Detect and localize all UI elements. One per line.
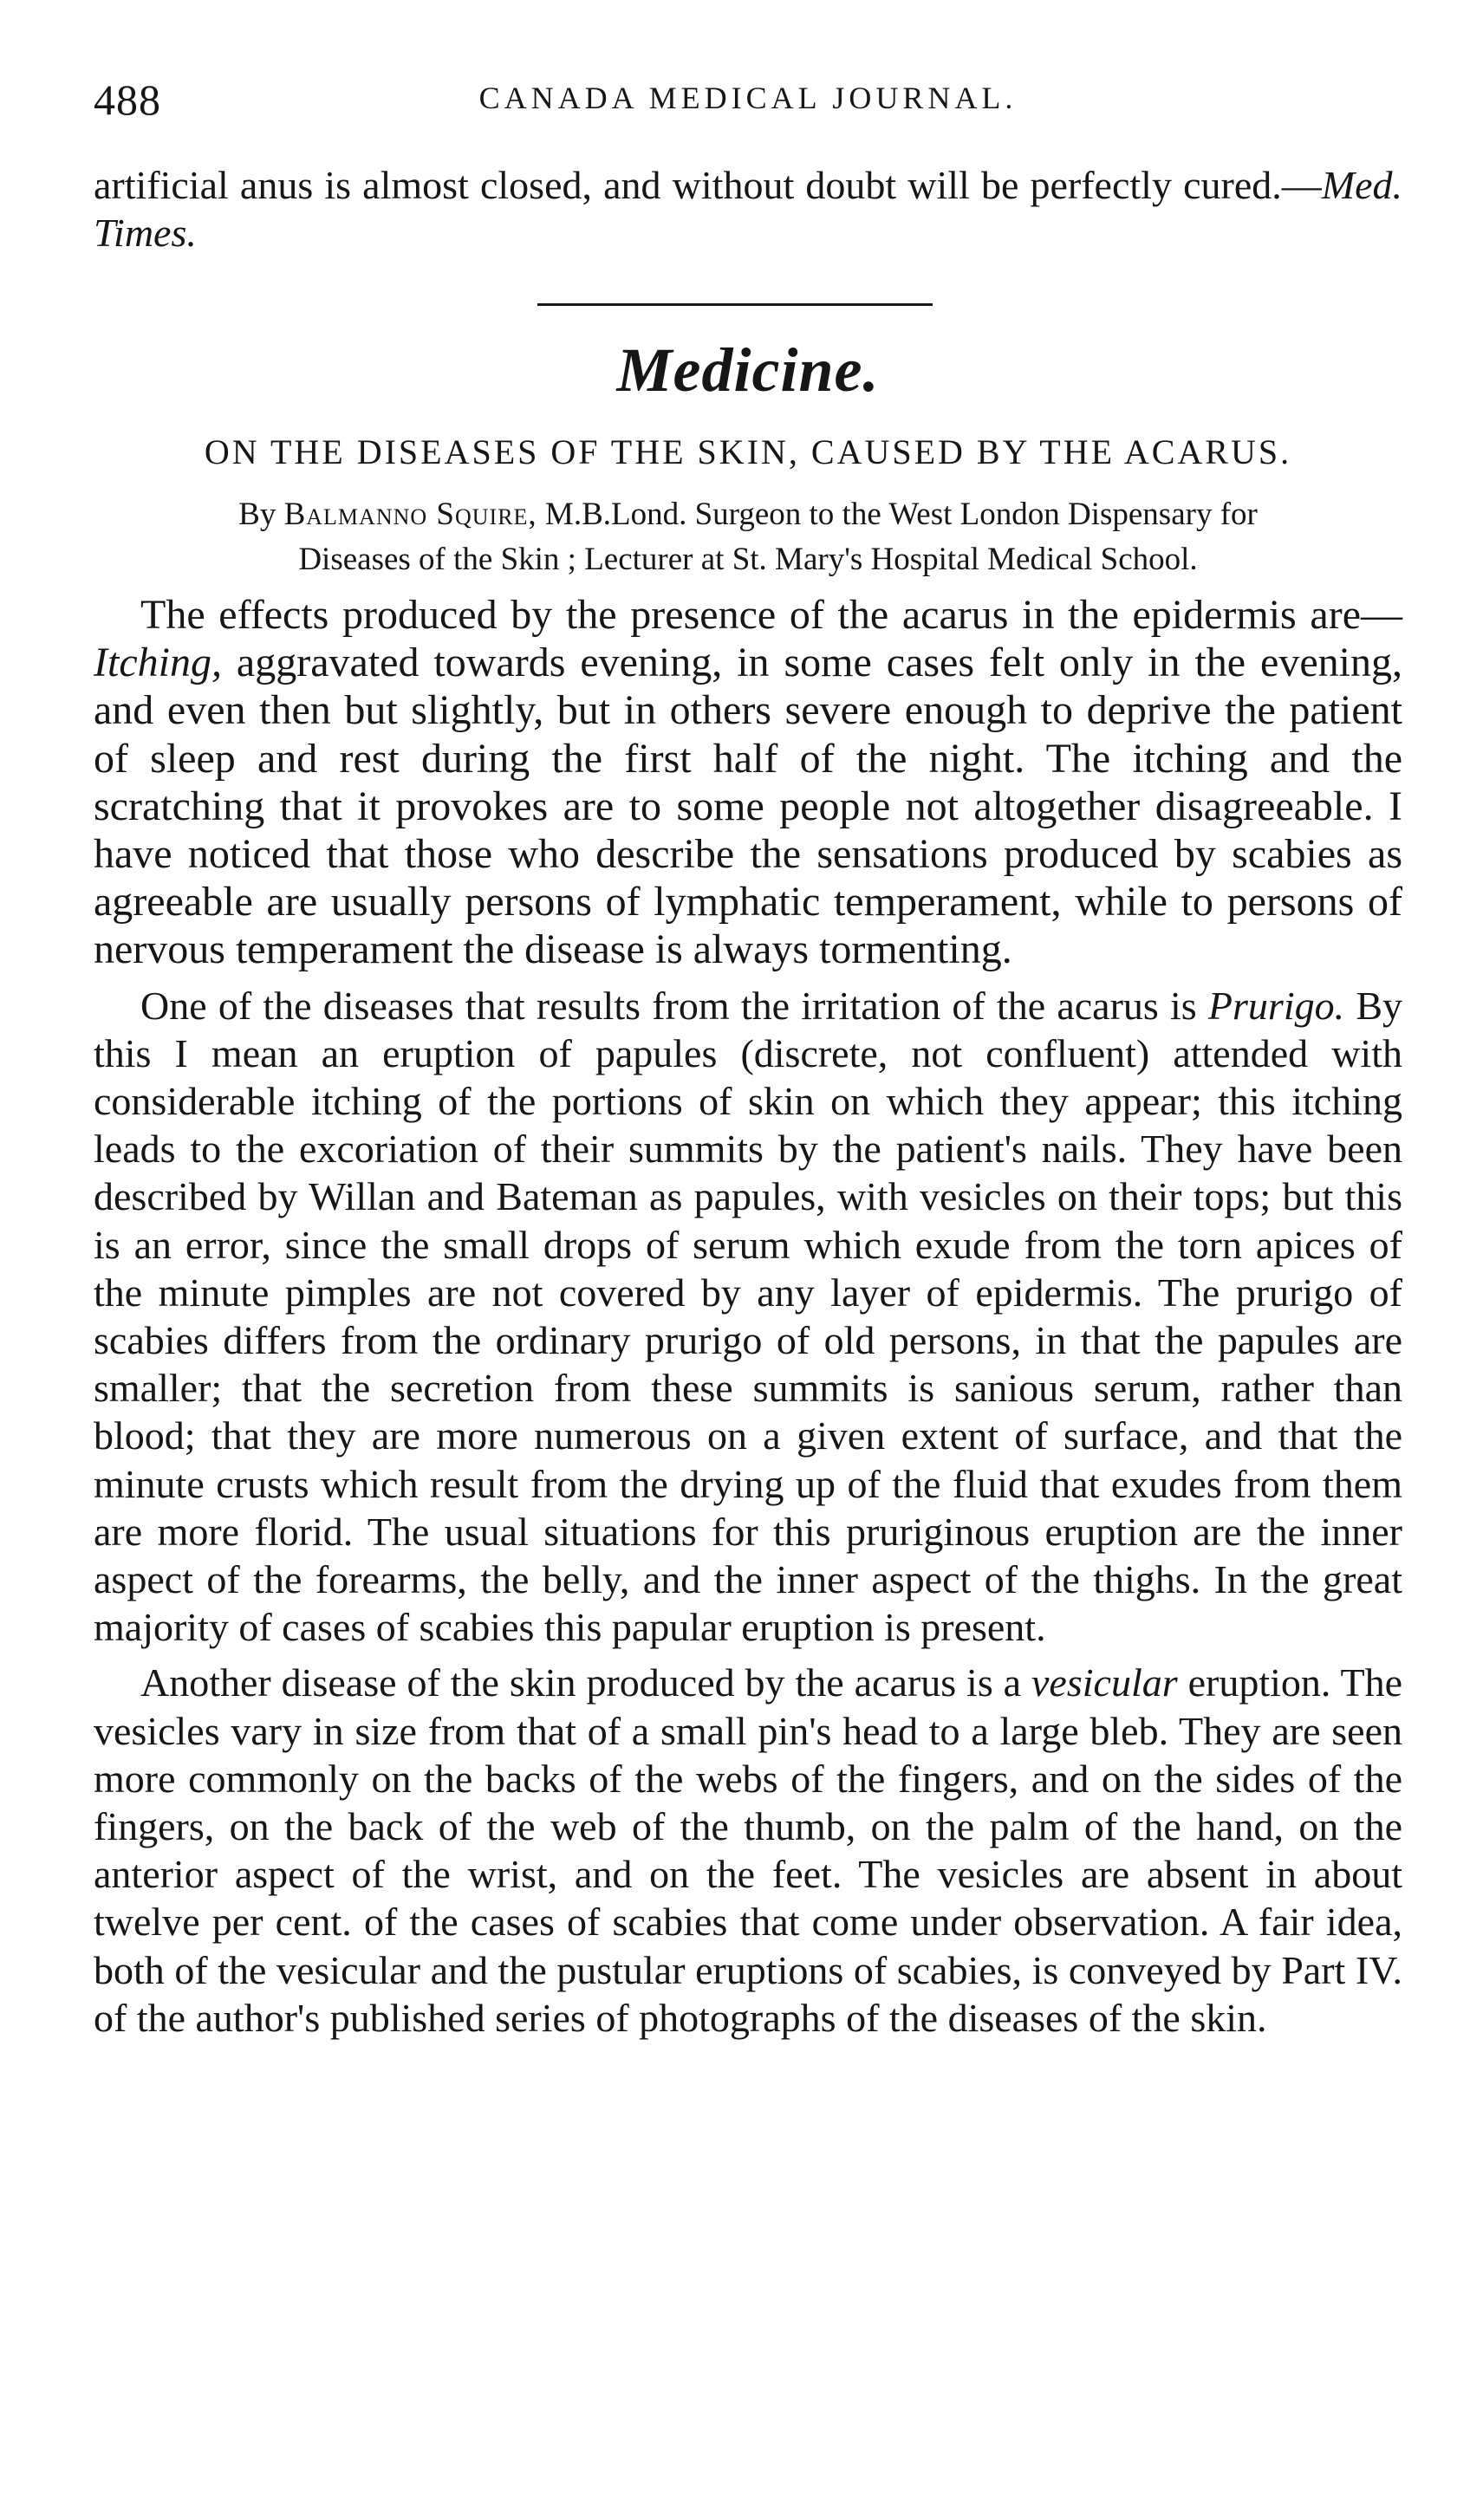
author-credentials: M.B.Lond. Surgeon to the West London Dispensary for xyxy=(537,497,1258,532)
paragraph-prurigo xyxy=(94,982,1402,1652)
term-vesicular: vesicular xyxy=(1031,1660,1178,1705)
continued-source: Med. Times. xyxy=(94,163,1402,256)
continued-text xyxy=(94,161,1402,257)
continued-body: artificial anus is almost closed, and without doubt will be perfectly cured.— xyxy=(94,163,1322,207)
paragraph-3-lead: Another disease of the skin produced by the acarus is a xyxy=(140,1660,1032,1705)
section-divider xyxy=(537,303,933,306)
page-number: 488 xyxy=(94,75,161,124)
term-prurigo: Prurigo. xyxy=(1207,983,1345,1028)
paragraph-itching xyxy=(94,591,1402,974)
byline xyxy=(94,492,1402,582)
journal-title: CANADA MEDICAL JOURNAL. xyxy=(478,81,1018,115)
paragraph-1-rest: aggravated towards evening, in some cases felt only in the evening, and even then but slightly, but in others severe enough to deprive the patient of sleep and rest during the first half of the night. The itching and the scratching that it provokes are to some people not altogether disagreeable. I have noticed that those who describe the sensations produced by scabies as agreeable are usually persons of lymphatic temperament, while to persons of nervous temperament the disease is always tormenting. xyxy=(94,640,1402,973)
byline-prefix: By xyxy=(238,497,284,532)
paragraph-1-lead: The effects produced by the presence of the acarus in the epidermis are— xyxy=(140,592,1402,638)
continued-paragraph xyxy=(94,161,1402,257)
author-name: Balmanno Squire, xyxy=(283,497,537,532)
paragraph-3-rest: eruption. The vesicles vary in size from that of a small pin's head to a large bleb. They are seen more commonly on the backs of the webs of the fingers, and on the sides of the fingers, on the back of the web of the thumb, on the palm of the hand, on the anterior aspect of the wrist, and on the feet. The vesicles are absent in about twelve per cent. of the cases of scabies that come under observation. A fair idea, both of the vesicular and the pustular eruptions of scabies, is conveyed by Part IV. of the author's published series of photographs of the diseases of the skin. xyxy=(94,1660,1402,2040)
article-title: ON THE DISEASES OF THE SKIN, CAUSED BY THE ACARUS. xyxy=(204,432,1292,471)
paragraph-vesicular xyxy=(94,1659,1402,2042)
paragraph-2-rest: By this I mean an eruption of papules (discrete, not confluent) attended with considerable itching of the portions of skin on which they appear; this itching leads to the excoriation of their summits by the patient's nails. They have been described by Willan and Bateman as papules, with vesicles on their tops; but this is an error, since the small drops of serum which exude from the torn apices of the minute pimples are not covered by any layer of epidermis. The prurigo of scabies differs from the ordinary prurigo of old persons, in that the papules are smaller; that the secretion from these summits is sanious serum, rather than blood; that they are more numerous on a given extent of surface, and that the minute crusts which result from the drying up of the fluid that exudes from them are more florid. The usual situations for this pruriginous eruption are the inner aspect of the forearms, the belly, and the inner aspect of the thighs. In the great majority of cases of scabies this papular eruption is present. xyxy=(94,983,1402,1650)
paragraph-2-lead: One of the diseases that results from the irritation of the acarus is xyxy=(140,983,1208,1028)
article-body xyxy=(94,591,1402,2049)
byline-line-2: Diseases of the Skin ; Lecturer at St. Mary's Hospital Medical School. xyxy=(298,542,1198,577)
section-heading: Medicine. xyxy=(616,335,880,405)
byline-line-1 xyxy=(94,492,1402,537)
term-itching: Itching, xyxy=(94,640,222,686)
running-head xyxy=(94,75,1402,127)
